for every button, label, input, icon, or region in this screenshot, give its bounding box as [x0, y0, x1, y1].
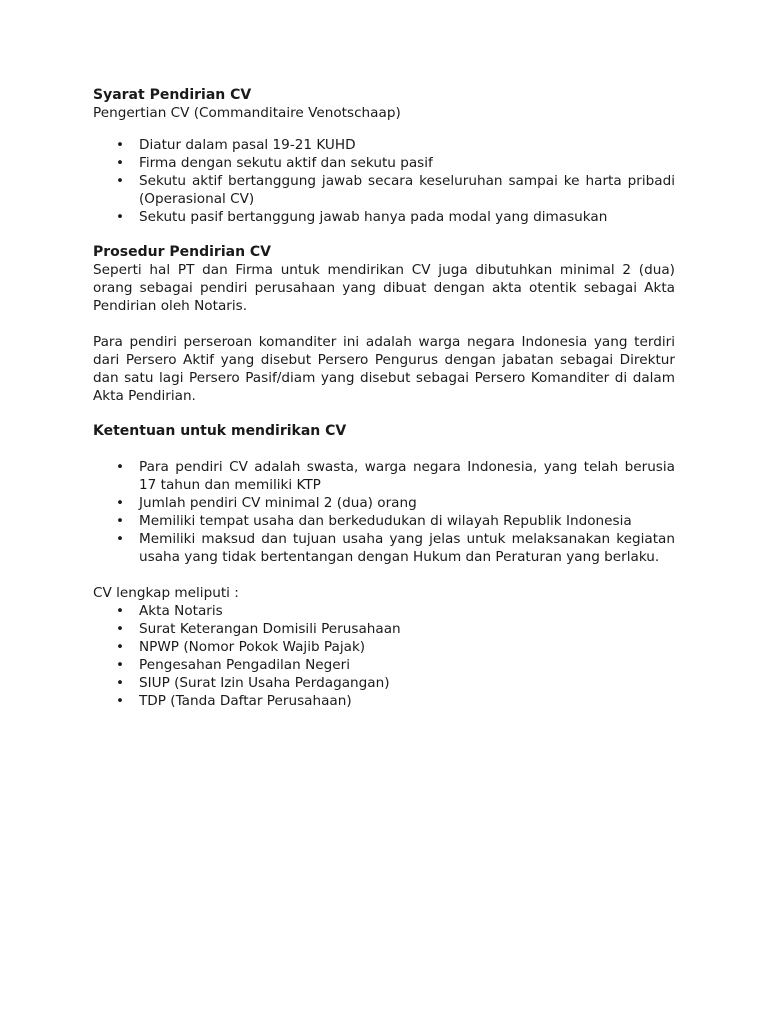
section-title-ketentuan: Ketentuan untuk mendirikan CV — [93, 423, 347, 439]
bullet-icon: • — [116, 209, 125, 225]
list-item: • Jumlah pendiri CV minimal 2 (dua) orang — [116, 495, 417, 511]
list-item: • Sekutu aktif bertanggung jawab secara keseluruhan sampai ke harta pribadi (Operasional CV) — [116, 173, 675, 207]
bullet-icon: • — [116, 639, 125, 655]
list-item: • Sekutu pasif bertanggung jawab hanya pada modal yang dimasukan — [116, 209, 608, 225]
list-item: • Akta Notaris — [116, 603, 223, 619]
lengkap-list — [93, 602, 675, 710]
section-title-prosedur: Prosedur Pendirian CV — [93, 244, 272, 260]
list-item: • NPWP (Nomor Pokok Wajib Pajak) — [116, 639, 366, 655]
document-content — [93, 86, 675, 710]
lengkap-intro: CV lengkap meliputi : — [93, 585, 239, 601]
bullet-icon: • — [116, 495, 125, 511]
list-item: • Memiliki tempat usaha dan berkedudukan di wilayah Republik Indonesia — [116, 513, 632, 529]
syarat-list — [93, 136, 675, 226]
bullet-icon: • — [116, 621, 125, 637]
prosedur-paragraph-2: Para pendiri perseroan komanditer ini adalah warga negara Indonesia yang terdiri dari Persero Aktif yang disebut Persero Pengurus dengan jabatan sebagai Direktur dan satu lagi Persero Pasif/diam yang disebut sebagai Persero Komanditer di dalam Akta Pendirian. — [93, 334, 675, 404]
bullet-icon: • — [116, 513, 125, 529]
list-item: • Diatur dalam pasal 19-21 KUHD — [116, 137, 356, 153]
list-item: • Pengesahan Pengadilan Negeri — [116, 657, 350, 673]
list-item: • Memiliki maksud dan tujuan usaha yang jelas untuk melaksanakan kegiatan usaha yang tidak bertentangan dengan Hukum dan Peraturan yang berlaku. — [116, 531, 675, 565]
list-item: • Firma dengan sekutu aktif dan sekutu pasif — [116, 155, 433, 171]
bullet-icon: • — [116, 173, 125, 189]
bullet-icon: • — [116, 603, 125, 619]
bullet-icon: • — [116, 675, 125, 691]
bullet-icon: • — [116, 657, 125, 673]
bullet-icon: • — [116, 459, 125, 475]
bullet-icon: • — [116, 531, 125, 547]
list-item: • Surat Keterangan Domisili Perusahaan — [116, 621, 401, 637]
bullet-icon: • — [116, 137, 125, 153]
bullet-icon: • — [116, 155, 125, 171]
list-item: • Para pendiri CV adalah swasta, warga negara Indonesia, yang telah berusia 17 tahun dan memiliki KTP — [116, 459, 675, 493]
bullet-icon: • — [116, 693, 125, 709]
list-item: • SIUP (Surat Izin Usaha Perdagangan) — [116, 675, 390, 691]
list-item: • TDP (Tanda Daftar Perusahaan) — [116, 693, 352, 709]
prosedur-paragraph-1: Seperti hal PT dan Firma untuk mendirikan CV juga dibutuhkan minimal 2 (dua) orang sebagai pendiri perusahaan yang dibuat dengan akta otentik sebagai Akta Pendirian oleh Notaris. — [93, 262, 675, 314]
ketentuan-list — [93, 458, 675, 566]
section-title-syarat: Syarat Pendirian CV — [93, 87, 252, 103]
section-subtitle-pengertian: Pengertian CV (Commanditaire Venotschaap) — [93, 105, 401, 121]
